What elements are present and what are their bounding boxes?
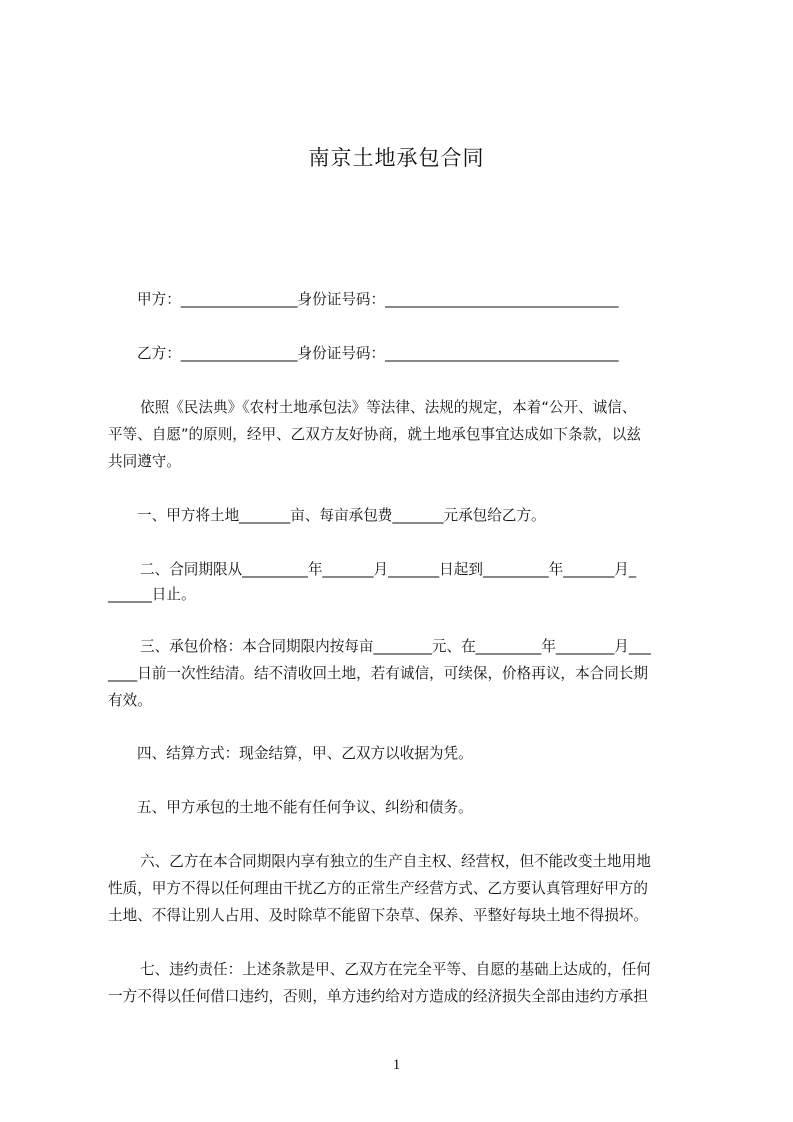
party-b-line: 乙方：________________身份证号码：________________________________ [137,345,619,362]
clause-7-line-1: 七、违约责任：上述条款是甲、乙双方在完全平等、自愿的基础上达成的，任何 [140,961,651,978]
clause-3-line-3: 有效。 [108,692,152,709]
clause-7-line-2: 一方不得以任何借口违约，否则，单方违约给对方造成的经济损失全部由违约方承担 [108,988,648,1005]
clause-2-line-2: ______日止。 [108,586,196,603]
clause-5-line-1: 五、甲方承包的土地不能有任何争议、纠纷和债务。 [137,799,473,816]
preamble-line-3: 共同遵守。 [108,453,181,470]
preamble-line-1: 依照《民法典》《农村土地承包法》等法律、法规的规定，本着“公开、诚信、 [140,399,637,416]
party-a-line: 甲方：________________身份证号码：________________________________ [137,291,619,308]
page-number: 1 [392,1057,401,1073]
clause-6-line-3: 土地、不得让别人占用、及时除草不能留下杂草、保养、平整好每块土地不得损坏。 [108,907,648,924]
clause-1-line-1: 一、甲方将土地_______亩、每亩承包费_______元承包给乙方。 [137,507,546,524]
clause-3-line-2: ____日前一次性结清。结不清收回土地，若有诚信，可续保，价格再议，本合同长期 [108,665,648,682]
clause-4-line-1: 四、结算方式：现金结算，甲、乙双方以收据为凭。 [137,745,473,762]
document-title: 南京土地承包合同 [308,146,485,170]
clause-6-line-1: 六、乙方在本合同期限内享有独立的生产自主权、经营权，但不能改变土地用地 [140,853,651,870]
clause-6-line-2: 性质，甲方不得以任何理由干扰乙方的正常生产经营方式、乙方要认真管理好甲方的 [108,880,648,897]
preamble-line-2: 平等、自愿”的原则，经甲、乙双方友好协商，就土地承包事宜达成如下条款，以兹 [108,426,641,443]
clause-3-line-1: 三、承包价格：本合同期限内按每亩________元、在_________年________月___ [140,638,651,655]
clause-2-line-1: 二、合同期限从_________年_______月_______日起到_________年_______月_ [140,561,637,578]
